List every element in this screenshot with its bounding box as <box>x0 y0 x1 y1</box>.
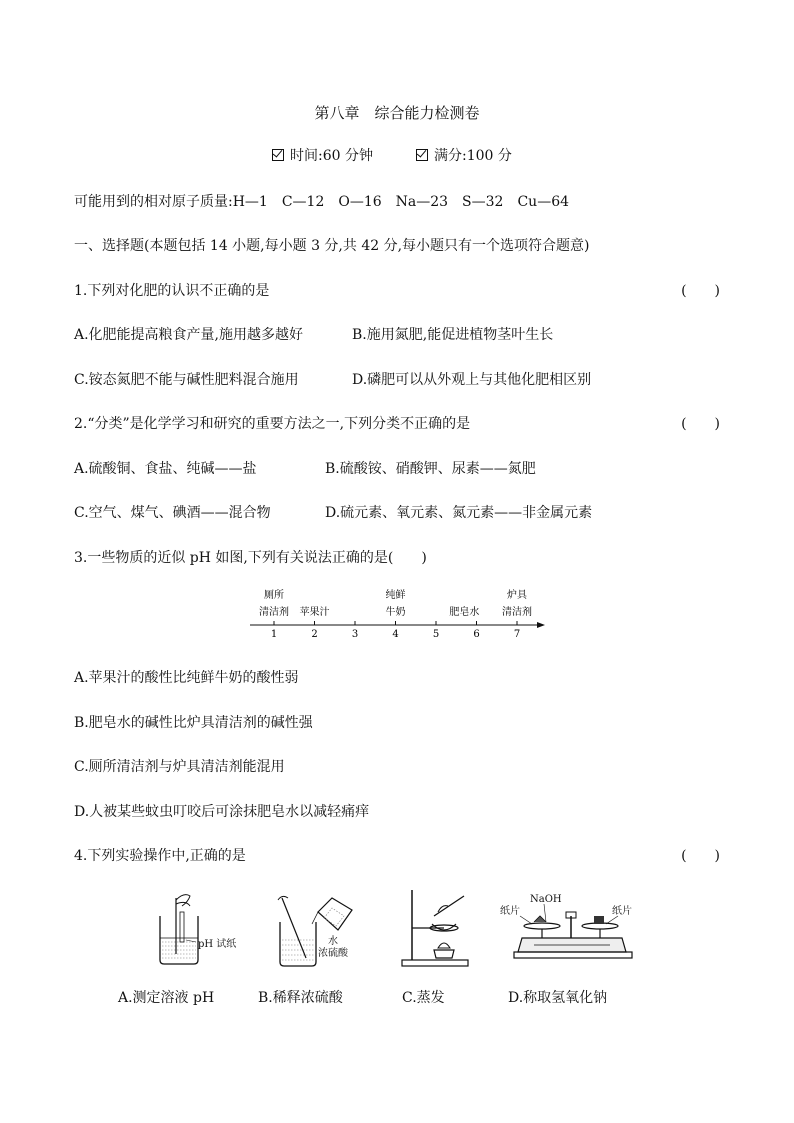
ph-tick-label: 2 <box>311 629 318 640</box>
stand-base <box>402 960 468 966</box>
checkbox-icon <box>272 149 284 161</box>
q2-option-c: C.空气、煤气、碘酒——混合物 <box>74 505 271 521</box>
ph-axis-arrow <box>537 622 545 628</box>
score-label: 满分:100 分 <box>434 148 512 164</box>
q4-option-d: D.称取氢氧化钠 <box>508 990 608 1006</box>
answer-paren: ( ) <box>681 283 720 299</box>
q1-option-d: D.磷肥可以从外观上与其他化肥相区别 <box>352 372 592 388</box>
q3-option-b: B.肥皂水的碱性比炉具清洁剂的碱性强 <box>74 715 313 731</box>
paper-label-right: 纸片 <box>612 906 632 917</box>
answer-paren: ( ) <box>681 848 720 864</box>
atomic-masses: 可能用到的相对原子质量:H—1 C—12 O—16 Na—23 S—32 Cu—64 <box>74 194 570 210</box>
ph-substance-label: 牛奶 <box>385 607 406 618</box>
q4-stem: 4.下列实验操作中,正确的是 <box>74 848 246 864</box>
beaker-outline <box>280 922 316 966</box>
q2-option-a: A.硫酸铜、食盐、纯碱——盐 <box>74 461 257 477</box>
q3-stem: 3.一些物质的近似 pH 如图,下列有关说法正确的是( ) <box>74 550 427 566</box>
answer-paren: ( ) <box>681 416 720 432</box>
flame-icon <box>438 943 450 948</box>
score-info <box>416 146 512 166</box>
ph-paper <box>180 912 184 942</box>
figure-dilute-acid <box>272 890 372 970</box>
q2-option-b: B.硫酸铵、硝酸钾、尿素——氮肥 <box>325 461 536 477</box>
naoh-sample <box>534 916 546 922</box>
figure-evaporation <box>398 886 478 970</box>
q2-option-d: D.硫元素、氧元素、氮元素——非金属元素 <box>325 505 593 521</box>
weight <box>594 916 604 924</box>
q1-option-c: C.铵态氮肥不能与碱性肥料混合施用 <box>74 372 299 388</box>
q4-option-c: C.蒸发 <box>402 990 445 1006</box>
ph-tick-label: 7 <box>513 629 521 640</box>
q1-option-a: A.化肥能提高粮食产量,施用越多越好 <box>74 327 304 343</box>
figure-balance <box>498 892 648 970</box>
q3-option-d: D.人被某些蚊虫叮咬后可涂抹肥皂水以减轻痛痒 <box>74 804 370 820</box>
ph-substance-label: 清洁剂 <box>502 607 532 618</box>
ph-paper-label: pH 试纸 <box>198 939 237 950</box>
glass-rod <box>282 898 306 958</box>
q2-stem: 2.“分类”是化学学习和研究的重要方法之一,下列分类不正确的是 <box>74 416 471 432</box>
ph-scale-figure <box>240 588 560 640</box>
q1-option-b: B.施用氮肥,能促进植物茎叶生长 <box>352 327 554 343</box>
ph-substance-label: 肥皂水 <box>449 607 480 618</box>
time-info <box>272 146 373 166</box>
left-pan <box>524 923 560 929</box>
acid-label: 浓硫酸 <box>318 948 348 959</box>
time-label: 时间:60 分钟 <box>290 148 373 164</box>
q3-option-c: C.厕所清洁剂与炉具清洁剂能混用 <box>74 759 285 775</box>
q4-option-b: B.稀释浓硫酸 <box>258 990 343 1006</box>
q4-option-a: A.测定溶液 pH <box>118 990 215 1006</box>
ph-substance-label: 炉具 <box>507 590 527 601</box>
ph-substance-label: 清洁剂 <box>259 607 289 618</box>
figure-ph-test <box>148 888 258 968</box>
checkbox-icon <box>416 149 428 161</box>
beaker-outline <box>160 916 198 964</box>
ph-tick-label: 1 <box>270 629 278 640</box>
ph-tick-label: 3 <box>351 629 359 640</box>
naoh-label: NaOH <box>530 894 562 905</box>
hand-icon <box>176 895 190 906</box>
q3-option-a: A.苹果汁的酸性比纯鲜牛奶的酸性弱 <box>74 670 299 686</box>
ph-tick-label: 6 <box>473 629 480 640</box>
water-label: 水 <box>328 936 338 947</box>
glass-rod <box>434 896 464 916</box>
page-title: 第八章 综合能力检测卷 <box>314 104 480 122</box>
ph-substance-label: 苹果汁 <box>299 607 330 618</box>
ph-tick-label: 4 <box>392 629 399 640</box>
pouring-beaker <box>318 898 352 930</box>
q1-stem: 1.下列对化肥的认识不正确的是 <box>74 283 270 299</box>
ph-tick-label: 5 <box>432 629 440 640</box>
ph-substance-label: 厕所 <box>264 590 284 601</box>
alcohol-lamp <box>434 950 454 958</box>
section-heading: 一、选择题(本题包括 14 小题,每小题 3 分,共 42 分,每小题只有一个选项符合题意) <box>74 238 590 254</box>
ph-substance-label: 纯鲜 <box>385 590 406 601</box>
paper-label-left: 纸片 <box>500 906 520 917</box>
